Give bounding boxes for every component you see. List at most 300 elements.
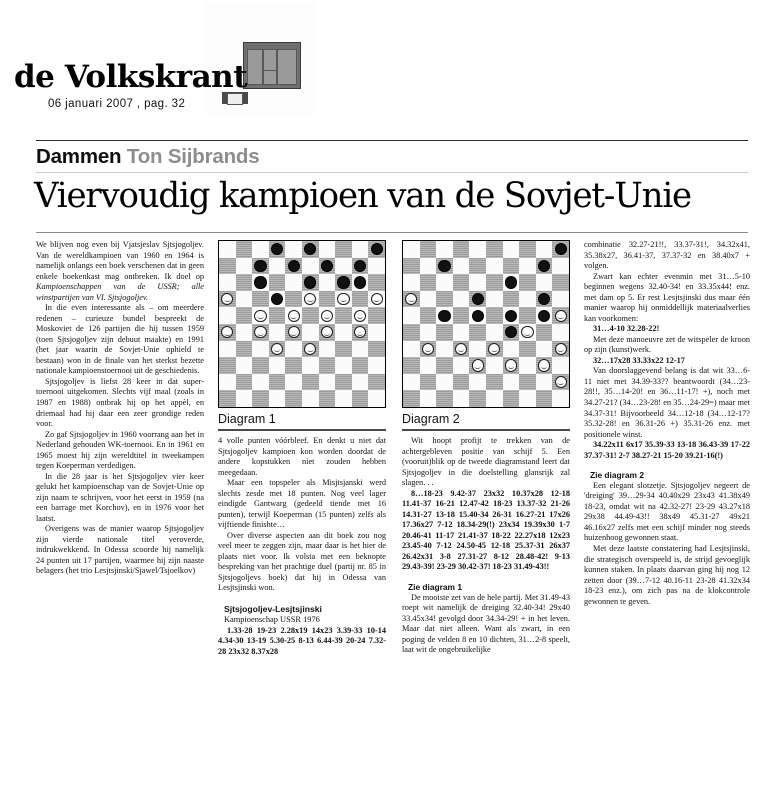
board-square xyxy=(352,390,369,407)
black-piece xyxy=(321,260,333,272)
board-square xyxy=(536,390,553,407)
game-players: Sjtsjogoljev-Lesjtsjinski xyxy=(224,603,322,614)
white-piece xyxy=(405,293,417,305)
board-square xyxy=(219,307,236,324)
board-square xyxy=(469,258,486,275)
black-piece xyxy=(555,243,567,255)
board-square xyxy=(335,291,352,308)
board-square xyxy=(219,274,236,291)
board-square xyxy=(236,341,253,358)
board-square xyxy=(269,274,286,291)
white-piece xyxy=(488,343,500,355)
board-square xyxy=(269,357,286,374)
board-square xyxy=(319,258,336,275)
paragraph xyxy=(36,240,204,303)
board-square xyxy=(436,324,453,341)
board-square xyxy=(219,241,236,258)
board-square xyxy=(536,341,553,358)
board-square xyxy=(302,274,319,291)
board-square xyxy=(352,274,369,291)
board-square xyxy=(302,341,319,358)
board-square xyxy=(536,241,553,258)
board-square xyxy=(285,274,302,291)
board-square xyxy=(368,390,385,407)
board-square xyxy=(503,291,520,308)
board-square xyxy=(519,241,536,258)
white-piece xyxy=(254,310,266,322)
board-square xyxy=(486,291,503,308)
board-square xyxy=(469,341,486,358)
paragraph: In die 28 jaar is het Sjtsjogoljev vier keer gelukt het kampioenschap van de Sovjet-Unie op zijn naam te schrijven, voor het eerst in 1959 (na een barrage met Korchov), en in 1976 voor het laatst. xyxy=(36,471,204,523)
board-square xyxy=(219,324,236,341)
black-piece xyxy=(538,310,550,322)
board-square xyxy=(503,274,520,291)
board-square xyxy=(420,258,437,275)
board-square xyxy=(403,341,420,358)
board-square xyxy=(503,357,520,374)
board-square xyxy=(552,390,569,407)
board-square xyxy=(420,374,437,391)
board-square xyxy=(352,307,369,324)
board-square xyxy=(368,341,385,358)
board-square xyxy=(302,357,319,374)
black-piece xyxy=(505,326,517,338)
board-square xyxy=(486,274,503,291)
game-moves: 1.33-28 19-23 2.28x19 14x23 3.39-33 10-14 4.34-30 13-19 5.30-25 8-13 6.44-39 20-24 7.32-28 23x32 8.37x28 xyxy=(218,625,386,656)
board-square xyxy=(436,291,453,308)
board-square xyxy=(219,258,236,275)
board-square xyxy=(519,341,536,358)
board-square xyxy=(236,324,253,341)
black-piece xyxy=(505,310,517,322)
board-square xyxy=(519,390,536,407)
board-square xyxy=(469,390,486,407)
board-square xyxy=(319,291,336,308)
board-square xyxy=(536,324,553,341)
white-piece xyxy=(221,293,233,305)
white-piece xyxy=(304,343,316,355)
board-square xyxy=(352,291,369,308)
board-square xyxy=(236,274,253,291)
article-column-4 xyxy=(584,240,750,607)
board-square xyxy=(352,357,369,374)
board-square xyxy=(368,274,385,291)
diagram-1-label: Diagram 1 xyxy=(218,412,276,426)
board-square xyxy=(519,324,536,341)
board-square xyxy=(453,241,470,258)
board-square xyxy=(368,374,385,391)
board-square xyxy=(252,258,269,275)
board-square xyxy=(252,324,269,341)
board-square xyxy=(252,357,269,374)
board-square xyxy=(503,374,520,391)
board-square xyxy=(486,241,503,258)
board-square xyxy=(453,307,470,324)
board-square xyxy=(503,241,520,258)
board-square xyxy=(536,307,553,324)
black-piece xyxy=(354,276,366,288)
board-square xyxy=(319,324,336,341)
white-piece xyxy=(321,326,333,338)
board-square xyxy=(269,241,286,258)
board-square xyxy=(236,357,253,374)
board-square xyxy=(335,258,352,275)
article-column-3 xyxy=(402,436,570,656)
section-author: Ton Sijbrands xyxy=(126,145,260,168)
board-square xyxy=(252,307,269,324)
board-square xyxy=(285,390,302,407)
board-square xyxy=(285,291,302,308)
board-square xyxy=(302,390,319,407)
black-piece xyxy=(337,276,349,288)
article-column-1 xyxy=(36,240,204,577)
board-square xyxy=(335,307,352,324)
white-piece xyxy=(538,359,550,371)
black-piece xyxy=(354,260,366,272)
board-square xyxy=(252,341,269,358)
board-square xyxy=(403,307,420,324)
board-square xyxy=(302,307,319,324)
board-square xyxy=(285,341,302,358)
white-piece xyxy=(304,293,316,305)
rule-below-section-head xyxy=(36,172,748,173)
board-square xyxy=(420,341,437,358)
black-piece xyxy=(271,243,283,255)
see-diagram-2-note: Zie diagram 2 xyxy=(590,470,644,481)
draughts-board-2 xyxy=(402,240,570,408)
board-square xyxy=(469,274,486,291)
board-square xyxy=(236,291,253,308)
white-piece xyxy=(455,343,467,355)
paragraph: Wit hoopt profijt te trekken van de achtergebleven positie van schijf 5. Een (vooruit)blik op de tweede diagramstand leert dat Sjtsjogoljev in die doelstelling glansrijk zal slagen. . . xyxy=(402,436,570,488)
black-piece xyxy=(304,276,316,288)
board-square xyxy=(420,291,437,308)
white-piece xyxy=(555,343,567,355)
board-square xyxy=(236,241,253,258)
board-square xyxy=(453,274,470,291)
white-piece xyxy=(422,343,434,355)
board-square xyxy=(403,241,420,258)
board-square xyxy=(219,291,236,308)
board-square xyxy=(453,374,470,391)
rule-below-diagram-1 xyxy=(218,429,386,431)
board-square xyxy=(236,258,253,275)
game-moves-continued: 31…4-10 32.28-22! xyxy=(593,324,660,334)
board-square xyxy=(335,374,352,391)
board-square xyxy=(552,341,569,358)
board-square xyxy=(335,357,352,374)
paragraph: De mooiste zet van de hele partij. Met 31.49-43 roept wit namelijk de dreiging 32.40-34! 29x40 33.45x34! gevolgd door 34.34-29! + in het leven. Maar dat niet alleen. Want als zwart, in een poging de velden 8 en 10 dichten, 31…2-8 speelt, laat wit de ongebruikelijke xyxy=(402,592,570,655)
board-square xyxy=(436,241,453,258)
book-title: Kampioenschappen van de USSR; alle winstpartijen van VI. Sjtsjogoljev. xyxy=(36,282,204,302)
board-square xyxy=(319,374,336,391)
board-square xyxy=(252,241,269,258)
black-piece xyxy=(254,260,266,272)
board-square xyxy=(453,390,470,407)
article-column-2 xyxy=(218,436,386,657)
board-square xyxy=(469,291,486,308)
black-piece xyxy=(438,310,450,322)
game-moves-continued: 32…17x28 33.33x22 12-17 xyxy=(593,355,685,365)
board-square xyxy=(335,341,352,358)
game-event: Kampioenschap USSR 1976 xyxy=(224,614,320,624)
board-square xyxy=(469,374,486,391)
board-square xyxy=(503,258,520,275)
paragraph: Over diverse aspecten aan dit boek zou nog veel meer te zeggen zijn, maar daar is het hier de plaats niet voor. Ik volsta met een beknopte bespreking van het prachtige duel (partij nr. 85 in Sjtsjogoljevs boek) dat hij in Odessa van Lesjtsjinski won. xyxy=(218,530,386,593)
board-square xyxy=(368,258,385,275)
board-square xyxy=(552,374,569,391)
board-square xyxy=(469,357,486,374)
board-square xyxy=(352,324,369,341)
board-square xyxy=(368,357,385,374)
black-piece xyxy=(538,260,550,272)
board-square xyxy=(302,258,319,275)
board-square xyxy=(252,274,269,291)
board-square xyxy=(536,258,553,275)
board-square xyxy=(352,241,369,258)
rule-below-headline xyxy=(36,232,748,233)
board-square xyxy=(519,374,536,391)
board-square xyxy=(269,307,286,324)
board-square xyxy=(436,274,453,291)
paragraph: Overigens was de manier waarop Sjtsjogoljev zijn vierde nationale titel veroverde, indrukwekkend. In Odessa scoorde hij namelijk 24 punten uit 17 partijen, waarmee hij zijn naaste belagers (het trio Lesjtsjinski/Sjawel/Tsjoelkov) xyxy=(36,524,204,576)
white-piece xyxy=(555,376,567,388)
board-square xyxy=(552,307,569,324)
paragraph: Zo gaf Sjtsjogoljev in 1960 voorrang aan het in Nederland gehouden WK-toernooi. En in 1961 en 1965 moest hij zijn wereldtitel in tweekampen tegen Koeperman verdedigen. xyxy=(36,429,204,471)
board-square xyxy=(219,374,236,391)
board-square xyxy=(285,357,302,374)
board-square xyxy=(552,291,569,308)
board-square xyxy=(420,274,437,291)
board-square xyxy=(453,324,470,341)
board-square xyxy=(252,291,269,308)
board-square xyxy=(436,341,453,358)
white-piece xyxy=(288,310,300,322)
board-square xyxy=(486,307,503,324)
black-piece xyxy=(271,293,283,305)
board-square xyxy=(519,291,536,308)
board-square xyxy=(536,357,553,374)
draughts-board-1 xyxy=(218,240,386,408)
white-piece xyxy=(354,310,366,322)
white-piece xyxy=(555,310,567,322)
board-square xyxy=(519,258,536,275)
board-square xyxy=(519,274,536,291)
paragraph: Sjtsjogoljev is liefst 28 keer in dat super-toernooi uitgekomen. Slechts vijf maal (zoals in 1987 en 1988) ontbrak hij op het appèl, en driemaal had hij daar een zeer grondige reden voor. xyxy=(36,376,204,429)
white-piece xyxy=(505,359,517,371)
board-square xyxy=(503,341,520,358)
rule-above-section-head xyxy=(36,140,748,141)
white-piece xyxy=(221,326,233,338)
paragraph: Zwart kan echter evenmin met 31…5-10 beginnen wegens 32.40-34! en 33.35x44! enz. met dam op 5. Er rest Lesjtsjinski dus maar één manier waarop hij onmiddellijk materiaalverlies kan voorkomen: xyxy=(584,271,750,323)
white-piece xyxy=(472,359,484,371)
paragraph-text: We blijven nog even bij Vjatsjeslav Sjtsjogoljev. Van de wereldkampioen van 1960 en 1964 is namelijk onlangs een boek verschenen dat in geen enkele boekenkast mag ontbreken. Ik doel op xyxy=(36,240,204,281)
board-square xyxy=(420,241,437,258)
see-diagram-1-note: Zie diagram 1 xyxy=(408,581,462,592)
board-square xyxy=(252,374,269,391)
game-moves-continued: 8…18-23 9.42-37 23x32 10.37x28 12-18 11.41-37 16-21 12.47-42 18-23 13.37-32 21-26 14.31-27 13-18 15.40-34 26-31 16.27-21 17x26 17.36x27 7-12 18.34-29(!) 23x34 19.39x30 1-7 20.46-41 11-17 21.41-37 18-22 22.27x18 12x23 23.45-40 7-12 24.50-45 12-18 25.37-31 26x37 26.42x31 3-8 27.31-27 8-12 28.48-42! 9-13 29.43-39! 23-29 30.42-37! 18-23 31.49-43!! xyxy=(402,488,570,572)
board-square xyxy=(403,357,420,374)
board-square xyxy=(319,341,336,358)
white-piece xyxy=(271,343,283,355)
board-square xyxy=(536,374,553,391)
board-square xyxy=(219,390,236,407)
board-square xyxy=(486,324,503,341)
masthead-dateline: 06 januari 2007 , pag. 32 xyxy=(48,98,186,110)
white-piece xyxy=(354,326,366,338)
board-square xyxy=(436,390,453,407)
white-piece xyxy=(254,326,266,338)
board-square xyxy=(368,307,385,324)
board-square xyxy=(302,291,319,308)
board-square xyxy=(368,241,385,258)
board-square xyxy=(352,258,369,275)
white-piece xyxy=(288,326,300,338)
board-square xyxy=(403,258,420,275)
section-head xyxy=(36,145,736,169)
board-square xyxy=(403,291,420,308)
board-square xyxy=(285,258,302,275)
masthead xyxy=(14,59,314,110)
diagram-2 xyxy=(402,240,570,431)
paragraph: In die even interessante als – om meerdere redenen – curieuze bundel bespreekt de Moskoviet de 126 partijen die hij tussen 1959 (toen Sjtsjogoljev zijn debuut maakte) en 1991 (het jaar waarin de Sovjet-Unie ophield te bestaan) won in de finale van het sterkst bezette nationale kampioenstoernooi uit de geschiedenis. xyxy=(36,303,204,376)
board-square xyxy=(285,324,302,341)
black-piece xyxy=(472,310,484,322)
board-square xyxy=(552,274,569,291)
section-name: Dammen xyxy=(36,145,122,168)
rule-below-diagram-2 xyxy=(402,429,570,431)
board-square xyxy=(486,258,503,275)
board-square xyxy=(252,390,269,407)
board-square xyxy=(453,357,470,374)
black-piece xyxy=(304,243,316,255)
board-square xyxy=(352,341,369,358)
board-square xyxy=(436,374,453,391)
article-body xyxy=(36,240,748,800)
white-piece xyxy=(521,326,533,338)
board-square xyxy=(319,390,336,407)
board-square xyxy=(453,341,470,358)
white-piece xyxy=(371,293,383,305)
board-square xyxy=(269,341,286,358)
board-square xyxy=(486,390,503,407)
board-square xyxy=(403,390,420,407)
board-square xyxy=(420,307,437,324)
board-square xyxy=(536,291,553,308)
board-square xyxy=(420,357,437,374)
board-square xyxy=(285,374,302,391)
paragraph: Van doorslaggevend belang is dat wit 33…6-11 niet met 34.39-33?? beantwoordt (34…23-28!!, 35…14-20! en 36…11-17! +), noch met 34.27-21? (34…23-28! en 35…24-29=) maar met 34.37-31! Bijvoorbeeld 34…12-18 (34…12-17? 35.32-28! en 36.31-26 +) 35.31-26 enz. met positionele winst. xyxy=(584,366,750,439)
board-square xyxy=(236,390,253,407)
masthead-title: de Volkskrant xyxy=(14,59,248,95)
black-piece xyxy=(538,293,550,305)
board-square xyxy=(420,324,437,341)
board-square xyxy=(269,324,286,341)
paragraph: Met deze manoeuvre zet de witspeler de kroon op zijn (kunst)werk. xyxy=(584,334,750,355)
board-square xyxy=(552,324,569,341)
board-square xyxy=(552,258,569,275)
board-square xyxy=(519,357,536,374)
board-square xyxy=(285,307,302,324)
board-square xyxy=(503,390,520,407)
board-square xyxy=(335,390,352,407)
paragraph: combinatie 32.27-21!!, 33.37-31!, 34.32x41, 35.38x27, 36.41-37, 37.37-32 en 38.40x7 + volgen. xyxy=(584,240,750,271)
board-square xyxy=(269,390,286,407)
board-square xyxy=(319,274,336,291)
board-square xyxy=(269,258,286,275)
board-square xyxy=(335,241,352,258)
board-square xyxy=(436,258,453,275)
board-square xyxy=(469,307,486,324)
board-square xyxy=(269,374,286,391)
board-square xyxy=(319,307,336,324)
board-square xyxy=(302,324,319,341)
board-square xyxy=(486,374,503,391)
board-square xyxy=(552,241,569,258)
board-square xyxy=(486,357,503,374)
board-square xyxy=(403,374,420,391)
board-square xyxy=(436,357,453,374)
board-square xyxy=(536,274,553,291)
board-square xyxy=(453,258,470,275)
board-square xyxy=(552,357,569,374)
black-piece xyxy=(288,260,300,272)
board-square xyxy=(486,341,503,358)
board-square xyxy=(436,307,453,324)
board-square xyxy=(469,324,486,341)
board-square xyxy=(519,307,536,324)
black-piece xyxy=(438,260,450,272)
board-square xyxy=(368,291,385,308)
board-square xyxy=(503,324,520,341)
board-square xyxy=(403,324,420,341)
diagram-2-label: Diagram 2 xyxy=(402,412,460,426)
paragraph: Een elegant slotzetje. Sjtsjogoljev negeert de 'dreiging' 39…29-34 40.40x29 23x43 41.38x49 18-23, omdat wit na 42.32-27! 23-29 43.27x18 29x38 44.49-43!! 38x49 45.31-27 49x21 46.16x27 zelfs met een schijf minder nog steeds huizenhoog gewonnen staat. xyxy=(584,480,750,543)
board-square xyxy=(352,374,369,391)
paragraph: Met deze laatste constatering had Lesjtsjinski, die strategisch overspeeld is, de strijd gevoeglijk kunnen staken. In plaats daarvan ging hij nog 12 zetten door (39…7-12 40.16-11 23-28 41.32x34 18-23 enz.), om zich pas na de klokcontrole gewonnen te geven. xyxy=(584,544,750,606)
black-piece xyxy=(254,276,266,288)
board-square xyxy=(420,390,437,407)
board-square xyxy=(319,241,336,258)
board-square xyxy=(302,241,319,258)
board-square xyxy=(219,341,236,358)
paragraph: Maar een topspeler als Misjtsjanski werd slechts zesde met 18 punten. Nog veel lager eindigde Gantwarg (gedeeld tiende met 16 punten), terwijl Koeperman (15 punten) zelfs als vijftiende finishte… xyxy=(218,478,386,530)
board-square xyxy=(236,307,253,324)
board-square xyxy=(335,274,352,291)
board-square xyxy=(269,291,286,308)
board-square xyxy=(219,357,236,374)
game-moves-continued: 34.22x11 6x17 35.39-33 13-18 36.43-39 17-22 37.37-31! 2-7 38.27-21 15-20 39.21-16(!) xyxy=(584,440,750,460)
board-square xyxy=(453,291,470,308)
board-square xyxy=(319,357,336,374)
black-piece xyxy=(472,293,484,305)
black-piece xyxy=(371,243,383,255)
board-square xyxy=(503,307,520,324)
board-square xyxy=(302,374,319,391)
white-piece xyxy=(337,293,349,305)
board-square xyxy=(285,241,302,258)
board-square xyxy=(469,241,486,258)
board-square xyxy=(368,324,385,341)
page-title: Viervoudig kampioen van de Sovjet-Unie xyxy=(34,176,691,216)
white-piece xyxy=(321,310,333,322)
board-square xyxy=(403,274,420,291)
board-square xyxy=(335,324,352,341)
diagram-1 xyxy=(218,240,386,431)
paragraph: 4 volle punten vóórbleef. En denkt u niet dat Sjtsjogoljev kampioen kon worden doordat de andere kopstukken niet zouden hebben meegedaan. xyxy=(218,436,386,477)
black-piece xyxy=(505,276,517,288)
board-square xyxy=(236,374,253,391)
